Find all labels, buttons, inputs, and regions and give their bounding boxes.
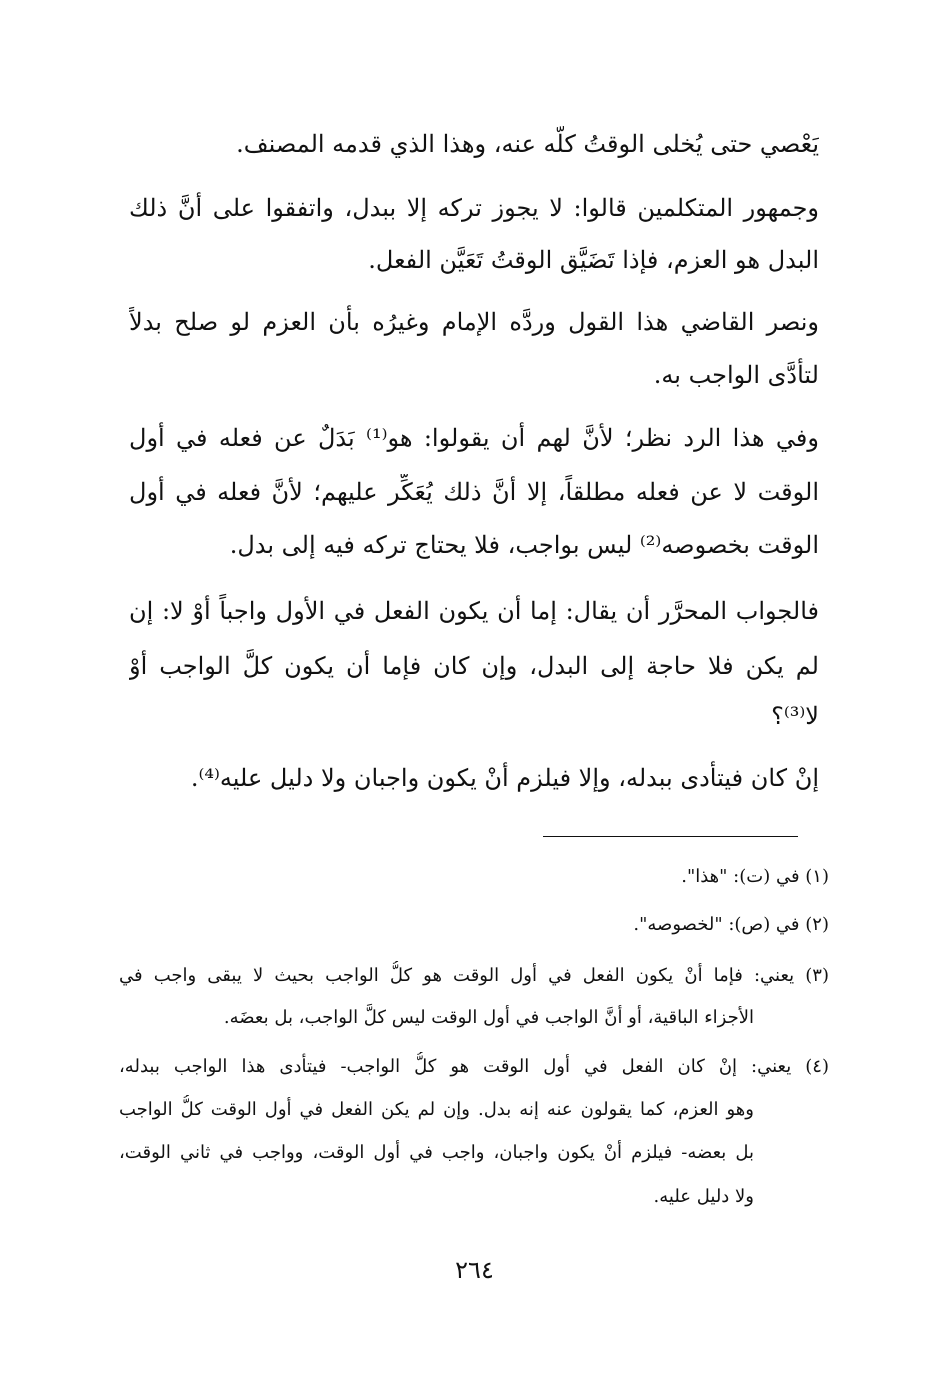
footnote-line: ولا دليل عليه.: [653, 1186, 754, 1207]
text-line: لتأدَّى الواجب به.: [653, 361, 819, 389]
footnote-line: (٣) يعني: فإما أنْ يكون الفعل في أول الوقت هو كلُّ الواجب بحيث لا يبقى واجب في: [119, 965, 829, 986]
text-line: ونصر القاضي هذا القول وردَّه الإمام وغيرُه بأن العزم لو صلح بدلاً: [129, 308, 819, 336]
text-line: الوقت لا عن فعله مطلقاً، إلا أنَّ ذلك يُعَكِّر عليهم؛ لأنَّ فعله في أول: [129, 478, 819, 506]
text-line: الوقت بخصوصه⁽²⁾ ليس بواجب، فلا يحتاج تركه فيه إلى بدل.: [229, 531, 819, 559]
page-number: ٢٦٤: [455, 1256, 494, 1284]
text-line: يَعْصي حتى يُخلى الوقتُ كلُّه عنه، وهذا الذي قدمه المصنف.: [236, 130, 819, 158]
text-line: وجمهور المتكلمين قالوا: لا يجوز تركه إلا ببدل، واتفقوا على أنَّ ذلك: [129, 194, 819, 222]
footnote-line: بل بعضه- فيلزم أنْ يكون واجبان، واجب في أول الوقت، وواجب في ثاني الوقت،: [119, 1142, 754, 1163]
footnote-separator: [543, 836, 798, 837]
footnote-line: الأجزاء الباقية، أو أنَّ الواجب في أول الوقت ليس كلَّ الواجب، بل بعضَه.: [223, 1007, 754, 1028]
text-line: البدل هو العزم، فإذا تَضَيَّق الوقتُ تَعَيَّن الفعل.: [368, 246, 819, 274]
text-line: لا⁽³⁾؟: [771, 702, 819, 730]
text-line: لم يكن فلا حاجة إلى البدل، وإن كان فإما أن يكون كلَّ الواجب أوْ: [129, 652, 819, 680]
footnote-line: (٢) في (ص): "لخصوصه".: [633, 914, 829, 935]
text-line: إنْ كان فيتأدى ببدله، وإلا فيلزم أنْ يكون واجبان ولا دليل عليه⁽⁴⁾.: [190, 764, 819, 792]
text-line: فالجواب المحرَّر أن يقال: إما أن يكون الفعل في الأول واجباً أوْ لا: إن: [129, 597, 819, 625]
footnote-line: وهو العزم، كما يقولون عنه إنه بدل. وإن لم يكن الفعل في أول الوقت كلُّ الواجب: [119, 1099, 754, 1120]
footnote-line: (٤) يعني: إنْ كان الفعل في أول الوقت هو كلُّ الواجب- فيتأدى هذا الواجب ببدله،: [119, 1056, 829, 1077]
footnote-line: (١) في (ت): "هذا".: [681, 866, 829, 887]
text-line: وفي هذا الرد نظر؛ لأنَّ لهم أن يقولوا: هو⁽¹⁾ بَدَلٌ عن فعله في أول: [129, 424, 819, 452]
